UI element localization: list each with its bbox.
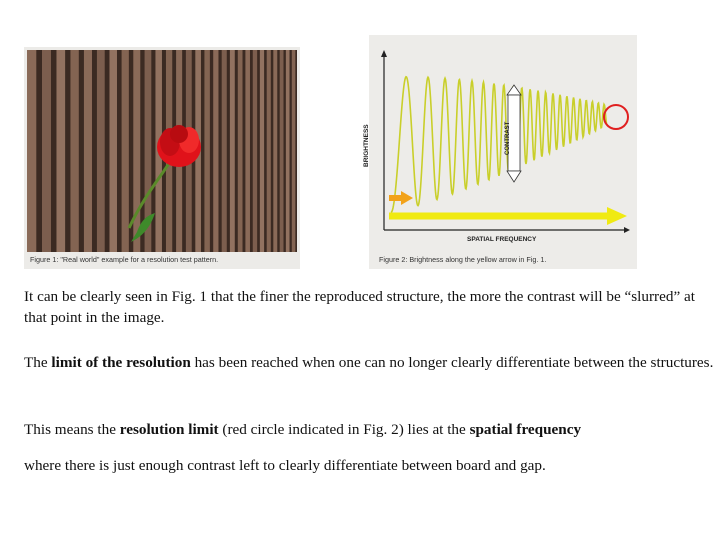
fence-board: [213, 50, 218, 252]
resolution-limit-circle: [604, 105, 628, 129]
fence-board: [109, 50, 117, 252]
paragraph-fig1-observation: It can be clearly seen in Fig. 1 that the finer the reproduced structure, the more the contrast will be “slurred” at that point in the image.: [24, 288, 695, 326]
fence-board: [222, 50, 227, 252]
fence-board: [133, 50, 140, 252]
fence-board: [56, 50, 65, 252]
figure-2: [363, 35, 637, 269]
fence-boards-image: [27, 50, 297, 252]
fence-board: [273, 50, 277, 252]
figure-1-caption: Figure 1: "Real world" example for a resolution test pattern.: [30, 255, 219, 264]
paragraph-spatial-frequency: [24, 419, 714, 440]
p2-bold: limit of the resolution: [51, 354, 191, 371]
fence-board: [97, 50, 105, 252]
y-axis-label: BRIGHTNESS: [363, 124, 370, 167]
y-axis-arrowhead: [381, 50, 387, 57]
fence-board: [42, 50, 51, 252]
fence-board: [253, 50, 257, 252]
fence-board: [238, 50, 243, 252]
fence-board: [292, 50, 296, 252]
x-axis-arrowhead: [624, 227, 630, 233]
figure-2-caption: Figure 2: Brightness along the yellow arrow in Fig. 1.: [379, 255, 547, 264]
x-axis-label: SPATIAL FREQUENCY: [467, 236, 537, 243]
p2-pre: The: [24, 354, 52, 371]
fence-board: [280, 50, 284, 252]
fence-board: [230, 50, 235, 252]
tulip-flower: [157, 125, 201, 167]
fence-board: [70, 50, 78, 252]
fence-board: [204, 50, 209, 252]
paragraph-contrast-left: where there is just enough contrast left to clearly differentiate between board and gap.: [24, 457, 546, 474]
fence-board: [27, 50, 36, 252]
orange-arrow-head: [401, 191, 413, 205]
brightness-curve: [391, 77, 607, 213]
fence-board: [260, 50, 264, 252]
yellow-arrow-head: [607, 207, 627, 225]
fence-board: [122, 50, 129, 252]
fence-tulip-photo: [27, 50, 297, 252]
fence-board: [84, 50, 92, 252]
fence-board: [245, 50, 250, 252]
contrast-label: CONTRAST: [505, 121, 511, 155]
p3-mid: (red circle indicated in Fig. 2) lies at the: [218, 421, 470, 438]
p3-bold2: spatial frequency: [469, 421, 582, 438]
paragraph-resolution-limit: [24, 352, 714, 373]
p3-pre: This means the: [24, 421, 120, 438]
p2-post: has been reached when one can no longer clearly differentiate between the structures.: [190, 354, 714, 371]
figure-1: [24, 47, 300, 269]
brightness-plot: [369, 35, 637, 269]
p3-bold1: resolution limit: [119, 421, 219, 438]
fence-board: [267, 50, 271, 252]
fence-board: [286, 50, 290, 252]
